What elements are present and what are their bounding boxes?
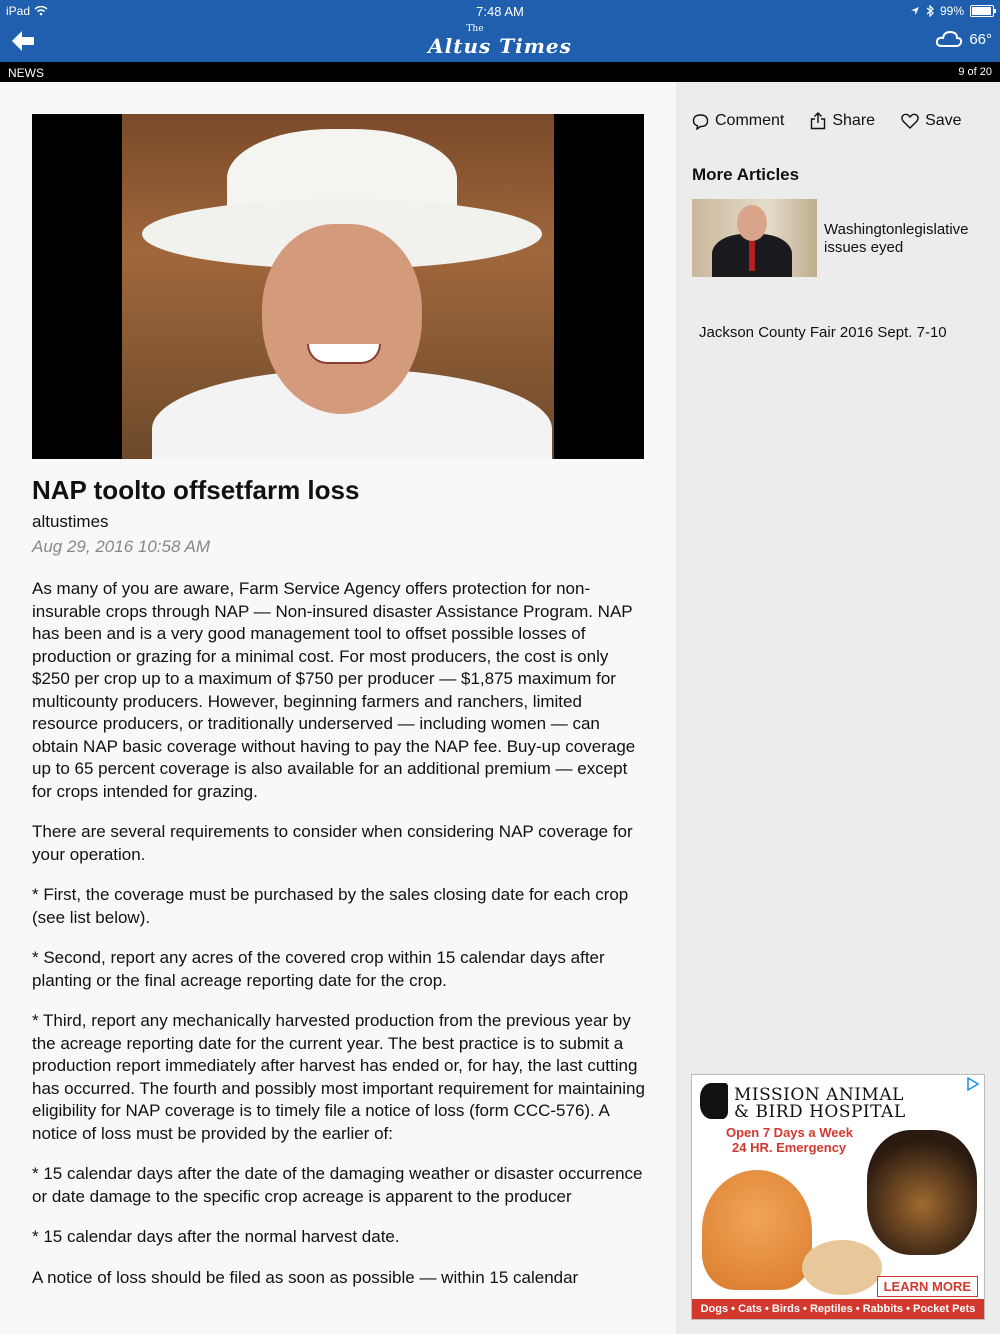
article	[0, 82, 676, 1334]
paragraph: * 15 calendar days after the normal harvest date.	[32, 1227, 400, 1246]
battery-percent: 99%	[939, 4, 964, 18]
ad-name-line1: MISSION ANIMAL	[734, 1085, 904, 1105]
article-date: Aug 29, 2016 10:58 AM	[32, 537, 211, 556]
share-icon	[810, 112, 826, 130]
sidebar	[676, 82, 1000, 1334]
location-arrow-icon	[910, 6, 920, 16]
share-button[interactable]	[810, 112, 875, 130]
share-label: Share	[832, 112, 876, 129]
cloud-icon	[935, 30, 963, 48]
ad-hours: Open 7 Days a Week	[726, 1125, 853, 1140]
section-label[interactable]: NEWS	[8, 66, 44, 80]
adchoices-icon[interactable]	[966, 1077, 980, 1091]
learn-more-button[interactable]: LEARN MORE	[877, 1276, 978, 1297]
thumb-head	[737, 205, 767, 241]
ad-name-line2: & BIRD HOSPITAL	[734, 1102, 906, 1122]
save-button[interactable]	[901, 112, 961, 130]
comment-button[interactable]	[692, 112, 784, 130]
related-article-title[interactable]: Jackson County Fair 2016 Sept. 7-10	[699, 324, 947, 341]
article-counter: 9 of 20	[958, 66, 992, 78]
puppy-image	[867, 1130, 977, 1255]
top-bar	[0, 0, 1000, 62]
advertisement[interactable]	[691, 1074, 985, 1320]
device-label: iPad	[6, 4, 31, 18]
ad-footer: Dogs • Cats • Birds • Reptiles • Rabbits • Pocket Pets	[692, 1299, 984, 1319]
paragraph: * First, the coverage must be purchased by the sales closing date for each crop (see list below).	[32, 885, 629, 927]
battery-icon	[970, 5, 994, 17]
paragraph: As many of you are aware, Farm Service Agency offers protection for non-insurable crops through NAP — Non-insured disaster Assistance Program. NAP has been and is a very good management tool to offset possible losses of production or grazing for a minimal cost. For most producers, the cost is only $250 per crop up to a maximum of $750 per producer — $1,875 maximum for multicounty producers. However, beginning farmers and ranchers, limited resource producers, or traditionally underserved — including women — can obtain NAP basic coverage without having to pay the NAP fee. Buy-up coverage up to 65 percent coverage is also available for an additional premium — except for crops intended for grazing.	[32, 579, 636, 801]
related-thumbnail	[692, 199, 817, 277]
masthead-small: The	[466, 24, 484, 34]
status-right	[910, 4, 994, 18]
ad-emergency: 24 HR. Emergency	[732, 1140, 847, 1155]
paragraph: * Third, report any mechanically harvested production from the previous year by the acreage reporting date for the current year. The best practice is to submit a production report immediately after harvest has ended or, for hay, the last cutting has occurred. The fourth and possibly most important requirement for maintaining eligibility for NAP coverage is to timely file a notice of loss (form CCC-576). A notice of loss must be provided by the earlier of:	[32, 1011, 645, 1143]
comment-label: Comment	[715, 112, 785, 129]
paragraph: A notice of loss should be filed as soon as possible — within 15 calendar	[32, 1267, 579, 1287]
smile	[307, 344, 381, 364]
status-bar	[0, 0, 1000, 20]
status-time: 7:48 AM	[476, 4, 524, 19]
guinea-pig-image	[802, 1240, 882, 1295]
save-label: Save	[925, 112, 962, 129]
kitten-image	[702, 1170, 812, 1290]
article-title: NAP toolto offsetfarm loss	[32, 475, 360, 505]
masthead-title: Altus Times	[428, 34, 572, 58]
thumb-tie	[749, 241, 755, 271]
article-actions	[692, 112, 962, 130]
masthead	[0, 24, 1000, 58]
speech-bubble-icon	[692, 113, 709, 130]
article-photo	[32, 114, 644, 459]
article-author: altustimes	[32, 512, 109, 531]
paragraph: * Second, report any acres of the covered crop within 15 calendar days after planting or the final acreage reporting date for the crop.	[32, 948, 605, 990]
photo-portrait	[122, 114, 554, 459]
bluetooth-icon	[926, 5, 934, 17]
paragraph: * 15 calendar days after the date of the damaging weather or disaster occurrence or date damage to the specific crop acreage is apparent to the producer	[32, 1164, 643, 1206]
related-article[interactable]	[692, 199, 992, 277]
hospital-logo-icon	[700, 1083, 728, 1119]
face	[262, 224, 422, 414]
weather[interactable]	[935, 30, 992, 48]
temperature: 66°	[969, 30, 992, 48]
heart-icon	[901, 113, 919, 129]
section-strip	[0, 62, 1000, 82]
related-article-title: Washingtonlegislative issues eyed	[824, 221, 969, 256]
more-articles-heading: More Articles	[692, 165, 800, 184]
paragraph: There are several requirements to consider when considering NAP coverage for your operation.	[32, 822, 633, 864]
article-body	[32, 578, 646, 1307]
